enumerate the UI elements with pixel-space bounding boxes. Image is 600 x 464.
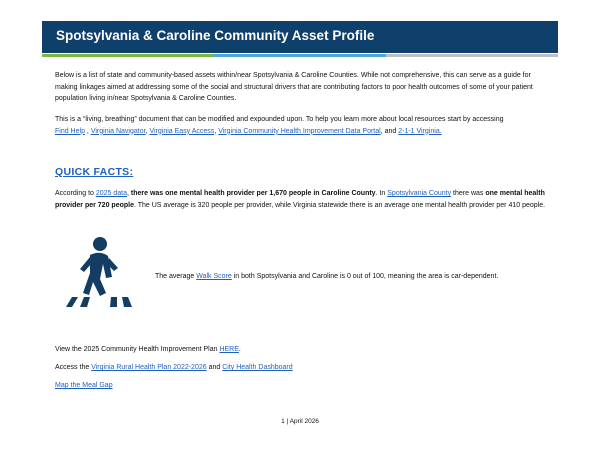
link-chi-data-portal[interactable]: Virginia Community Health Improvement Data Portal: [218, 127, 381, 135]
facts-bold-spotsylvania: one mental health provider per 720 people: [55, 190, 545, 209]
page-number: 1: [281, 418, 285, 425]
living-text: This is a “living, breathing” document that can be modified and expounded upon. To help you learn more about local resources start by accessing: [55, 116, 504, 123]
separator: ,: [145, 127, 150, 135]
chip-text: View the 2025 Community Health Improvement Plan: [55, 346, 220, 353]
link-2-1-1-virginia[interactable]: 2-1-1 Virginia.: [398, 127, 442, 135]
facts-text: there was: [451, 190, 486, 197]
quick-facts-paragraph: [55, 188, 547, 211]
rural-text: Access the: [55, 364, 92, 371]
facts-text: ,: [127, 190, 131, 197]
page-title: Spotsylvania & Caroline Community Asset Profile: [56, 28, 375, 43]
walk-score-text: [155, 271, 498, 282]
separator: , and: [380, 127, 399, 135]
footer-separator: |: [284, 418, 290, 425]
facts-text: According to: [55, 190, 96, 197]
link-city-health-dashboard[interactable]: City Health Dashboard: [222, 364, 293, 371]
link-walk-score[interactable]: Walk Score: [196, 273, 232, 280]
stripe-blue: [214, 54, 386, 57]
living-document-paragraph: [55, 114, 547, 137]
link-find-help[interactable]: Find Help: [55, 127, 85, 135]
meal-gap-paragraph: [55, 380, 547, 392]
link-chip-here[interactable]: HERE: [219, 346, 239, 353]
intro-paragraph: Below is a list of state and community-based assets within/near Spotsylvania & Caroline Counties. While not comprehensive, this can serve as a guide for making linkages aimed at addressing some of the social and structural drivers that are contributing factors to poor health outcomes of some of your patient population living in/near Spotsylvania & Caroline Counties.: [55, 72, 533, 103]
facts-bold-caroline: there was one mental health provider per 1,670 people in Caroline County: [130, 190, 376, 197]
chip-end: .: [238, 346, 241, 353]
facts-text: . In: [375, 190, 388, 197]
stripe-gray: [386, 54, 558, 57]
page-footer: [0, 418, 600, 425]
rural-mid: and: [206, 364, 223, 371]
facts-text: . The US average is 320 people per provider, while Virginia statewide there is an average one mental health provider per 410 people.: [133, 201, 546, 209]
link-2025-data[interactable]: 2025 data: [95, 190, 128, 197]
chip-paragraph: [55, 344, 547, 356]
link-map-the-meal-gap[interactable]: Map the Meal Gap: [55, 382, 113, 389]
header-accent-stripe: [42, 54, 558, 57]
pedestrian-crosswalk-icon: [60, 235, 138, 311]
link-rural-health-plan[interactable]: Virginia Rural Health Plan 2022-2026: [91, 364, 207, 371]
link-virginia-easy-access[interactable]: Virginia Easy Access: [149, 127, 215, 135]
link-spotsylvania-county[interactable]: Spotsylvania County: [387, 190, 452, 197]
rural-health-paragraph: [55, 362, 547, 374]
page-header: [42, 21, 558, 53]
walk-text: in both Spotsylvania and Caroline is 0 out of 100, meaning the area is car-dependent.: [231, 273, 499, 280]
footer-date: April 2026: [289, 418, 319, 425]
separator: ,: [84, 127, 91, 135]
quick-facts-heading: QUICK FACTS:: [55, 166, 134, 178]
link-virginia-navigator[interactable]: Virginia Navigator: [90, 127, 146, 135]
separator: ,: [214, 127, 219, 135]
stripe-green: [42, 54, 214, 57]
walk-text: The average: [155, 273, 197, 280]
